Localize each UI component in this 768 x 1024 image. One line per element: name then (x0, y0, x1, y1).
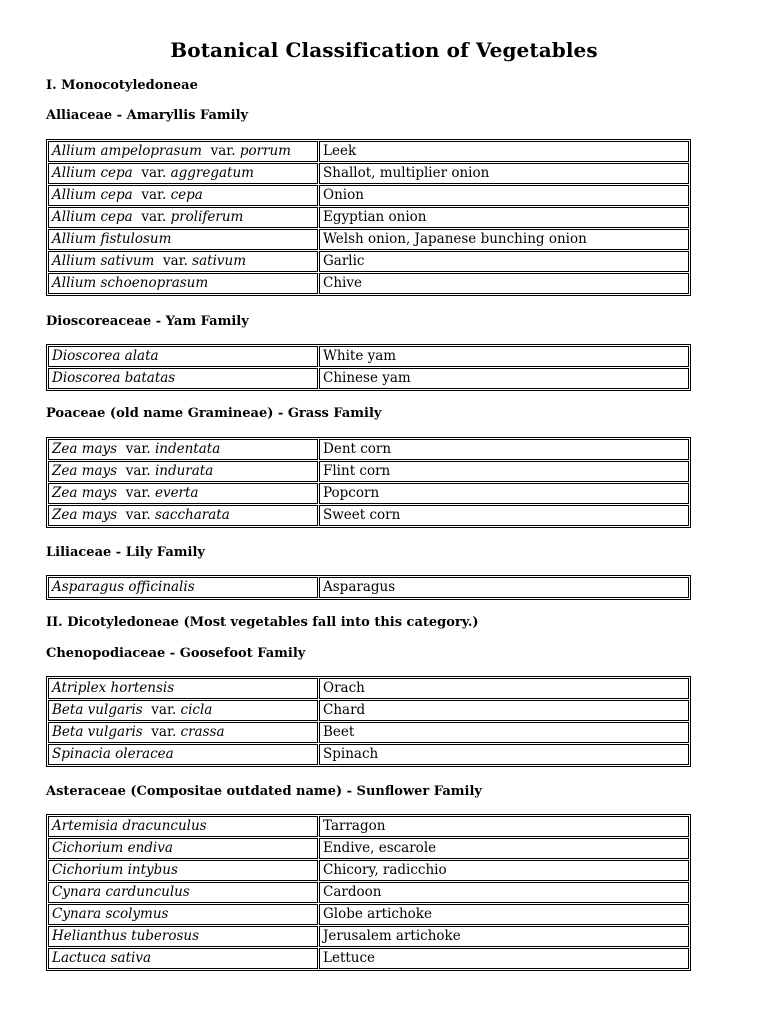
family-heading: Chenopodiaceae - Goosefoot Family (46, 646, 306, 661)
common-name-cell: Popcorn (319, 483, 689, 504)
var-marker: var. (151, 724, 177, 740)
common-name-cell: Garlic (319, 251, 689, 272)
table-row (48, 816, 689, 837)
genus-species: Allium cepa (52, 165, 133, 181)
scientific-name-cell (48, 926, 318, 947)
scientific-name-cell (48, 904, 318, 925)
genus-species: Artemisia dracunculus (52, 818, 207, 834)
common-name-cell: Asparagus (319, 577, 689, 598)
table-row (48, 483, 689, 504)
common-name-cell: Egyptian onion (319, 207, 689, 228)
common-name-cell: Lettuce (319, 948, 689, 969)
common-name-cell: Chard (319, 700, 689, 721)
common-name-cell: Beet (319, 722, 689, 743)
var-marker: var. (125, 485, 151, 501)
family-heading: Liliaceae - Lily Family (46, 545, 205, 560)
genus-species: Zea mays (52, 507, 118, 523)
table-row (48, 346, 689, 367)
var-marker: var. (141, 165, 167, 181)
variety-name: crassa (180, 724, 225, 740)
scientific-name-cell (48, 439, 318, 460)
table-row (48, 838, 689, 859)
scientific-name-cell (48, 816, 318, 837)
common-name-cell: Shallot, multiplier onion (319, 163, 689, 184)
class-heading-monocots: I. Monocotyledoneae (46, 78, 198, 93)
common-name-cell: Welsh onion, Japanese bunching onion (319, 229, 689, 250)
table-row (48, 273, 689, 294)
table-row (48, 439, 689, 460)
family-heading: Poaceae (old name Gramineae) - Grass Family (46, 406, 382, 421)
genus-species: Allium cepa (52, 187, 133, 203)
common-name-cell: Globe artichoke (319, 904, 689, 925)
common-name-cell: Jerusalem artichoke (319, 926, 689, 947)
table-row (48, 948, 689, 969)
table-row (48, 882, 689, 903)
common-name-cell: Tarragon (319, 816, 689, 837)
variety-name: aggregatum (170, 165, 254, 181)
genus-species: Beta vulgaris (52, 702, 143, 718)
variety-name: cicla (180, 702, 213, 718)
class-heading-dicots: II. Dicotyledoneae (Most vegetables fall into this category.) (46, 615, 479, 630)
scientific-name-cell (48, 722, 318, 743)
variety-name: indurata (154, 463, 214, 479)
common-name-cell: Leek (319, 141, 689, 162)
table-row (48, 700, 689, 721)
common-name-cell: Chicory, radicchio (319, 860, 689, 881)
genus-species: Allium ampeloprasum (52, 143, 202, 159)
table-row (48, 141, 689, 162)
family-heading: Asteraceae (Compositae outdated name) - Sunflower Family (46, 784, 482, 799)
family-table (46, 344, 691, 391)
table-row (48, 251, 689, 272)
table-row (48, 505, 689, 526)
scientific-name-cell (48, 505, 318, 526)
family-heading: Alliaceae - Amaryllis Family (46, 108, 249, 123)
table-row (48, 577, 689, 598)
var-marker: var. (141, 187, 167, 203)
table-row (48, 368, 689, 389)
table-row (48, 926, 689, 947)
genus-species: Cynara scolymus (52, 906, 169, 922)
scientific-name-cell (48, 678, 318, 699)
genus-species: Zea mays (52, 485, 118, 501)
variety-name: everta (154, 485, 199, 501)
var-marker: var. (151, 702, 177, 718)
document-title: Botanical Classification of Vegetables (170, 38, 598, 62)
common-name-cell: White yam (319, 346, 689, 367)
variety-name: sativum (192, 253, 247, 269)
genus-species: Spinacia oleracea (52, 746, 174, 762)
common-name-cell: Dent corn (319, 439, 689, 460)
variety-name: porrum (239, 143, 291, 159)
scientific-name-cell (48, 163, 318, 184)
var-marker: var. (125, 463, 151, 479)
table-row (48, 904, 689, 925)
family-table (46, 139, 691, 296)
common-name-cell: Flint corn (319, 461, 689, 482)
genus-species: Helianthus tuberosus (52, 928, 200, 944)
scientific-name-cell (48, 860, 318, 881)
scientific-name-cell (48, 185, 318, 206)
family-table (46, 814, 691, 971)
table-row (48, 860, 689, 881)
genus-species: Lactuca sativa (52, 950, 151, 966)
var-marker: var. (125, 441, 151, 457)
genus-species: Allium fistulosum (52, 231, 172, 247)
family-table (46, 676, 691, 767)
genus-species: Atriplex hortensis (52, 680, 175, 696)
scientific-name-cell (48, 141, 318, 162)
common-name-cell: Chive (319, 273, 689, 294)
scientific-name-cell (48, 577, 318, 598)
variety-name: indentata (154, 441, 221, 457)
common-name-cell: Chinese yam (319, 368, 689, 389)
var-marker: var. (162, 253, 188, 269)
genus-species: Asparagus officinalis (52, 579, 195, 595)
common-name-cell: Cardoon (319, 882, 689, 903)
family-table (46, 575, 691, 600)
scientific-name-cell (48, 948, 318, 969)
genus-species: Allium cepa (52, 209, 133, 225)
scientific-name-cell (48, 461, 318, 482)
common-name-cell: Spinach (319, 744, 689, 765)
table-row (48, 229, 689, 250)
scientific-name-cell (48, 882, 318, 903)
table-row (48, 744, 689, 765)
family-heading: Dioscoreaceae - Yam Family (46, 314, 249, 329)
common-name-cell: Sweet corn (319, 505, 689, 526)
variety-name: cepa (170, 187, 203, 203)
var-marker: var. (210, 143, 236, 159)
table-row (48, 185, 689, 206)
table-row (48, 207, 689, 228)
table-row (48, 722, 689, 743)
family-table (46, 437, 691, 528)
scientific-name-cell (48, 346, 318, 367)
scientific-name-cell (48, 229, 318, 250)
scientific-name-cell (48, 368, 318, 389)
genus-species: Beta vulgaris (52, 724, 143, 740)
genus-species: Zea mays (52, 463, 118, 479)
common-name-cell: Endive, escarole (319, 838, 689, 859)
scientific-name-cell (48, 207, 318, 228)
table-row (48, 461, 689, 482)
genus-species: Allium schoenoprasum (52, 275, 209, 291)
scientific-name-cell (48, 483, 318, 504)
genus-species: Cichorium intybus (52, 862, 178, 878)
variety-name: proliferum (170, 209, 244, 225)
common-name-cell: Orach (319, 678, 689, 699)
var-marker: var. (125, 507, 151, 523)
genus-species: Dioscorea batatas (52, 370, 176, 386)
common-name-cell: Onion (319, 185, 689, 206)
genus-species: Allium sativum (52, 253, 155, 269)
table-row (48, 678, 689, 699)
variety-name: saccharata (154, 507, 230, 523)
table-row (48, 163, 689, 184)
scientific-name-cell (48, 744, 318, 765)
genus-species: Dioscorea alata (52, 348, 159, 364)
var-marker: var. (141, 209, 167, 225)
scientific-name-cell (48, 700, 318, 721)
genus-species: Zea mays (52, 441, 118, 457)
scientific-name-cell (48, 838, 318, 859)
scientific-name-cell (48, 273, 318, 294)
scientific-name-cell (48, 251, 318, 272)
genus-species: Cynara cardunculus (52, 884, 190, 900)
genus-species: Cichorium endiva (52, 840, 173, 856)
